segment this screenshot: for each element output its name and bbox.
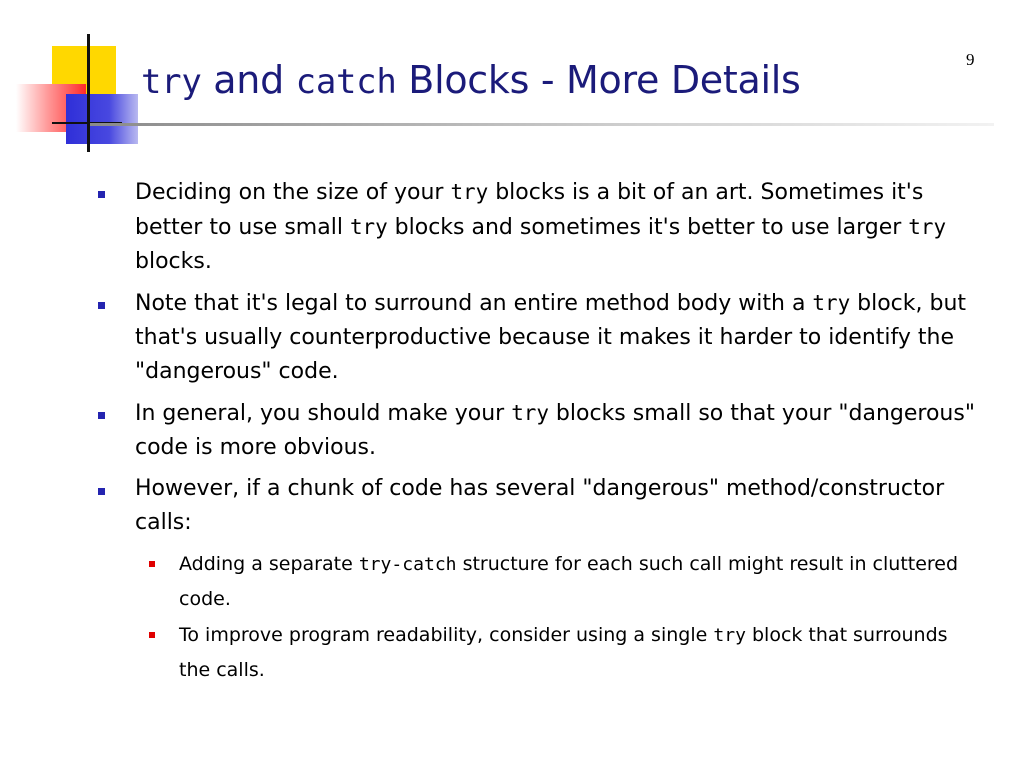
title-underline <box>90 123 994 126</box>
slide-title <box>141 58 800 102</box>
bullet-text: In general, you should make your <box>135 401 512 426</box>
bullet-item <box>96 175 976 279</box>
bullet-text: To improve program readability, consider using a single <box>179 624 714 646</box>
bullet-text: blocks small so that your "dangerous" code is more obvious. <box>135 401 975 460</box>
sub-bullet-square-icon <box>149 632 155 638</box>
bullet-square-icon <box>98 412 105 419</box>
inline-code: try <box>349 215 388 239</box>
bullet-text: block, but that's usually counterproductive because it makes it harder to identify the "dangerous" code. <box>135 291 967 384</box>
bullet-text: Deciding on the size of your <box>135 180 451 205</box>
inline-code: try <box>450 180 489 204</box>
bullet-text: However, if a chunk of code has several "dangerous" method/constructor calls: <box>135 476 945 535</box>
page-number: 9 <box>966 50 975 69</box>
bullet-item <box>96 286 976 389</box>
bullet-square-icon <box>98 488 105 495</box>
title-code-catch: catch <box>295 62 397 102</box>
bullet-square-icon <box>98 302 105 309</box>
bullet-text: blocks and sometimes it's better to use larger <box>387 215 909 240</box>
bullet-text: structure for each such call might result in cluttered code. <box>179 553 959 610</box>
inline-code: try-catch <box>358 554 457 575</box>
logo-blue-square <box>66 94 138 144</box>
bullet-item <box>96 396 976 465</box>
inline-code: try <box>908 215 947 239</box>
inline-code: try <box>713 625 746 646</box>
title-code-try: try <box>141 62 202 102</box>
bullet-text: Adding a separate <box>179 553 359 575</box>
sub-bullet-item <box>179 547 976 616</box>
bullet-text: blocks. <box>135 249 212 274</box>
logo-vertical-line <box>87 34 90 152</box>
inline-code: try <box>511 401 549 425</box>
title-text-rest: Blocks - More Details <box>396 58 801 102</box>
sub-bullet-square-icon <box>149 561 155 567</box>
inline-code: try <box>812 291 851 315</box>
bullet-text: blocks is a bit of an art. Sometimes it's better to use small <box>135 180 924 240</box>
bullet-list <box>96 175 976 689</box>
title-text-and: and <box>201 58 296 102</box>
bullet-text: Note that it's legal to surround an entire method body with a <box>135 291 813 316</box>
bullet-text: block that surrounds the calls. <box>179 624 948 681</box>
bullet-item <box>96 472 976 540</box>
bullet-square-icon <box>98 191 105 198</box>
sub-bullet-item <box>179 618 976 687</box>
